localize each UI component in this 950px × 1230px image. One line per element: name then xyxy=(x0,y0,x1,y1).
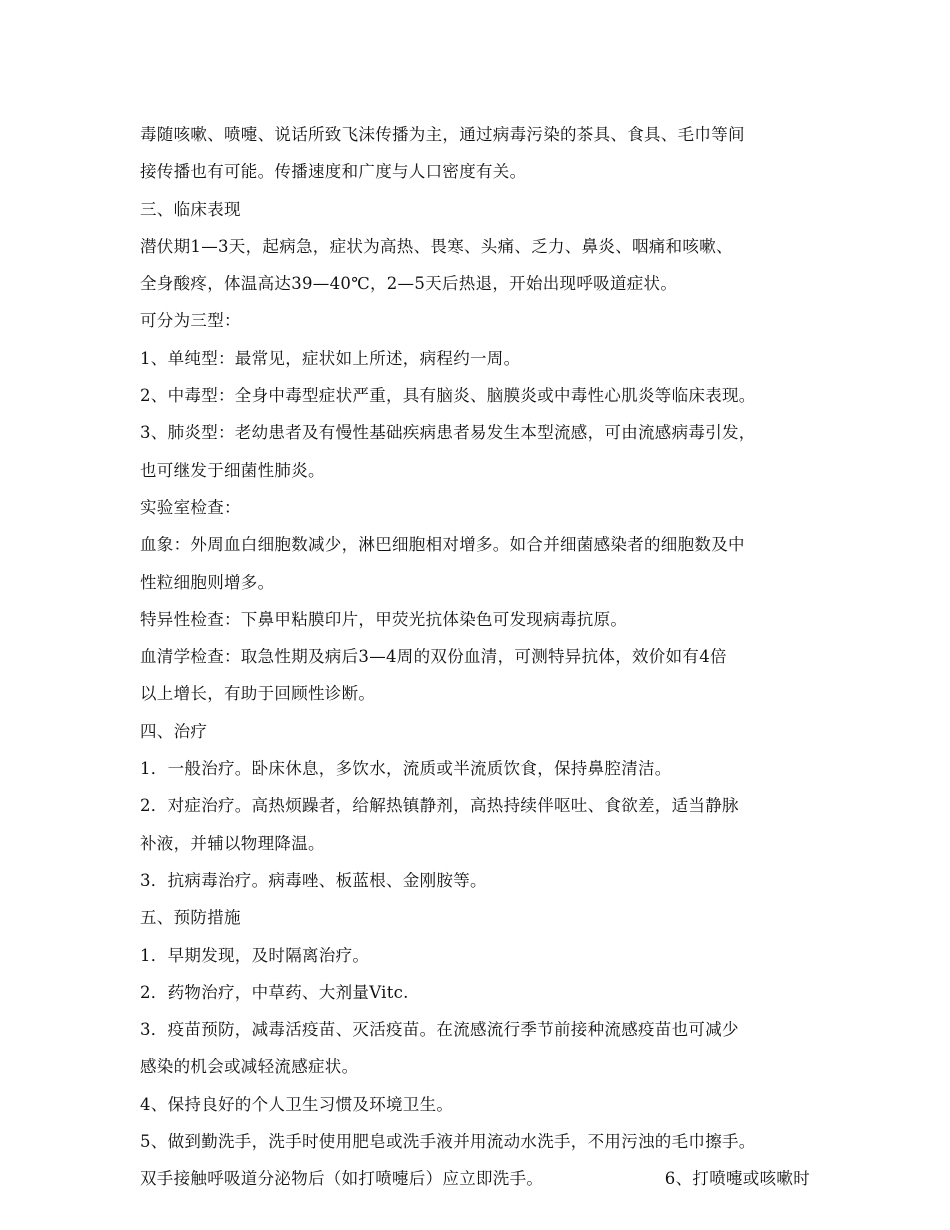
last-line-left-text: 双手接触呼吸道分泌物后（如打喷嚏后）应立即洗手。 xyxy=(140,1169,544,1189)
section-heading: 三、临床表现 xyxy=(140,199,241,219)
last-line-right-text: 6、打喷嚏或咳嗽时 xyxy=(664,1169,810,1189)
document-body xyxy=(140,116,840,1198)
text-line: 1．一般治疗。卧床休息，多饮水，流质或半流质饮食，保持鼻腔清洁。 xyxy=(140,759,672,779)
text-line: 血清学检查：取急性期及病后3—4周的双份血清，可测特异抗体，效价如有4倍 xyxy=(140,647,727,667)
text-line: 3、肺炎型：老幼患者及有慢性基础疾病患者易发生本型流感，可由流感病毒引发， xyxy=(140,423,756,443)
text-line: 潜伏期1—3天，起病急，症状为高热、畏寒、头痛、乏力、鼻炎、咽痛和咳嗽、 xyxy=(140,236,733,256)
text-line: 2．对症治疗。高热烦躁者，给解热镇静剂，高热持续伴呕吐、食欲差，适当静脉 xyxy=(140,796,739,816)
text-line: 可分为三型： xyxy=(140,311,241,331)
text-line: 实验室检查： xyxy=(140,497,241,517)
text-line: 4、保持良好的个人卫生习惯及环境卫生。 xyxy=(140,1094,454,1114)
text-line: 也可继发于细菌性肺炎。 xyxy=(140,460,325,480)
text-line: 特异性检查：下鼻甲粘膜印片，甲荧光抗体染色可发现病毒抗原。 xyxy=(140,609,628,629)
text-line: 补液，并辅以物理降温。 xyxy=(140,833,325,853)
text-line: 感染的机会或减轻流感症状。 xyxy=(140,1057,359,1077)
text-line: 性粒细胞则增多。 xyxy=(140,572,275,592)
text-line: 2．药物治疗，中草药、大剂量Vitc. xyxy=(140,982,409,1002)
text-line: 1、单纯型：最常见，症状如上所述，病程约一周。 xyxy=(140,348,521,368)
text-line: 3．疫苗预防，减毒活疫苗、灭活疫苗。在流感流行季节前接种流感疫苗也可减少 xyxy=(140,1020,739,1040)
text-line: 1．早期发现，及时隔离治疗。 xyxy=(140,945,370,965)
text-line: 全身酸疼，体温高达39—40℃，2—5天后热退，开始出现呼吸道症状。 xyxy=(140,274,678,294)
text-line: 毒随咳嗽、喷嚏、说话所致飞沫传播为主，通过病毒污染的茶具、食具、毛巾等间 xyxy=(140,125,745,144)
text-line: 以上增长，有助于回顾性诊断。 xyxy=(140,684,376,704)
text-line: 5、做到勤洗手，洗手时使用肥皂或洗手液并用流动水洗手，不用污浊的毛巾擦手。 xyxy=(140,1132,756,1152)
section-heading: 五、预防措施 xyxy=(140,908,241,928)
text-line: 接传播也有可能。传播速度和广度与人口密度有关。 xyxy=(140,162,527,182)
last-text-line xyxy=(140,1160,810,1197)
text-line: 血象：外周血白细胞数减少，淋巴细胞相对增多。如合并细菌感染者的细胞数及中 xyxy=(140,535,745,555)
text-line: 3．抗病毒治疗。病毒唑、板蓝根、金刚胺等。 xyxy=(140,870,487,890)
section-heading: 四、治疗 xyxy=(140,721,208,741)
text-line: 2、中毒型：全身中毒型症状严重，具有脑炎、脑膜炎或中毒性心肌炎等临床表现。 xyxy=(140,386,756,406)
